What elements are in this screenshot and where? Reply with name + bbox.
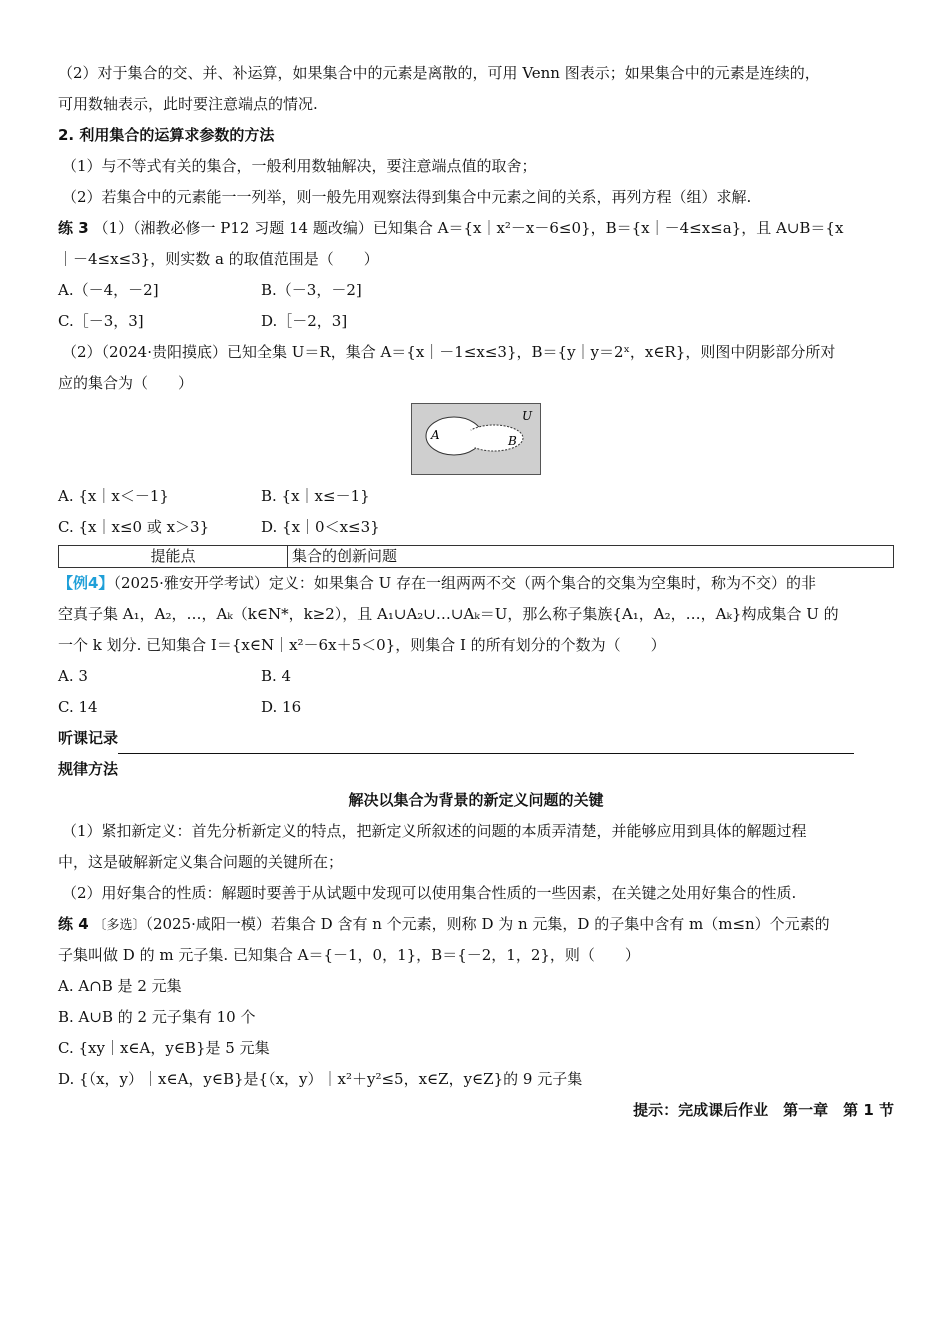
exercise-4-line-2: 子集叫做 D 的 m 元子集. 已知集合 A＝{－1，0，1}，B＝{－2，1，2}，则（ ） — [58, 946, 640, 964]
option-d: D. {x｜0＜x≤3} — [261, 518, 380, 536]
law-point-2: （2）用好集合的性质：解题时要善于从试题中发现可以使用集合性质的一些因素，在关键之处用好集合的性质. — [62, 884, 797, 902]
exercise-4-line-1 — [58, 909, 894, 940]
example-4-line-2: 空真子集 A₁，A₂，…，Aₖ（k∈N*，k≥2），且 A₁∪A₂∪…∪Aₖ＝U，那么称子集族{A₁，A₂，…，Aₖ}构成集合 U 的 — [58, 605, 839, 623]
law-heading: 解决以集合为背景的新定义问题的关键 — [348, 791, 604, 809]
option-a: A. {x｜x＜－1} — [58, 487, 169, 505]
option-a: A.（－4，－2] — [58, 281, 159, 299]
option-a: A. A∩B 是 2 元集 — [58, 977, 182, 995]
exercise-3-q2-options-row-2 — [58, 512, 894, 543]
multi-choice-tag: 〔多选〕 — [93, 918, 146, 933]
example-4-options-row-2 — [58, 692, 894, 723]
exercise-3-q2-line-1: （2）（2024·贵阳摸底）已知全集 U＝R，集合 A＝{x｜－1≤x≤3}，B＝{y｜y＝2ˣ，x∈R}，则图中阴影部分所对 — [62, 343, 836, 361]
intro-line-1: （2）对于集合的交、并、补运算，如果集合中的元素是离散的，可用 Venn 图表示；如果集合中的元素是连续的， — [58, 64, 820, 82]
option-b: B. 4 — [261, 667, 292, 685]
option-d: D.［－2，3] — [261, 312, 348, 330]
label-u: U — [522, 409, 533, 423]
notes-line — [58, 723, 894, 754]
exercise-3-q2-line-2: 应的集合为（ ） — [58, 374, 194, 392]
notes-label: 听课记录 — [58, 729, 119, 747]
exercise-3-q1-options-row-1 — [58, 275, 894, 306]
option-b: B. {x｜x≤－1} — [261, 487, 370, 505]
exercise-3-q1-text: （1）（湘教必修一 P12 习题 14 题改编）已知集合 A＝{x｜x²－x－6≤0}，B＝{x｜－4≤x≤a}，且 A∪B＝{x — [93, 219, 844, 237]
section-header-table — [58, 545, 894, 568]
example-tag: 【例4】 — [58, 574, 114, 592]
document-page — [58, 58, 894, 1126]
example-4-line-3: 一个 k 划分. 已知集合 I＝{x∈N｜x²－6x＋5＜0}，则集合 I 的所有划分的个数为（ ） — [58, 636, 666, 654]
option-c: C. 14 — [58, 698, 98, 716]
method-title: 2. 利用集合的运算求参数的方法 — [58, 126, 275, 144]
section-header-right: 集合的创新问题 — [292, 547, 398, 565]
example-4-text: （2025·雅安开学考试）定义：如果集合 U 存在一组两两不交（两个集合的交集为空集时，称为不交）的非 — [113, 574, 817, 592]
venn-diagram — [411, 403, 541, 475]
law-title: 规律方法 — [58, 760, 119, 778]
exercise-3-q1-options-row-2 — [58, 306, 894, 337]
exercise-3-q2-options-row-1 — [58, 481, 894, 512]
option-d: D. {（x，y）｜x∈A，y∈B}是{（x，y）｜x²＋y²≤5，x∈Z，y∈Z}的 9 元子集 — [58, 1070, 583, 1088]
option-c: C. {xy｜x∈A，y∈B}是 5 元集 — [58, 1039, 270, 1057]
label-b: B — [508, 434, 517, 448]
notes-underline — [118, 735, 854, 754]
section-header-left: 提能点 — [59, 546, 288, 567]
exercise-3-line-1 — [58, 213, 894, 244]
option-d: D. 16 — [261, 698, 302, 716]
exercise-4-text: （2025·咸阳一模）若集合 D 含有 n 个元素，则称 D 为 n 元集，D 的子集中含有 m（m≤n）个元素的 — [145, 915, 830, 933]
method-point-2: （2）若集合中的元素能一一列举，则一般先用观察法得到集合中元素之间的关系，再列方程（组）求解. — [62, 188, 752, 206]
option-b: B.（－3，－2] — [261, 281, 362, 299]
exercise-label: 练 4 — [58, 915, 89, 933]
example-4-line-1 — [58, 568, 894, 599]
option-b: B. A∪B 的 2 元子集有 10 个 — [58, 1008, 256, 1026]
footer-hint: 提示：完成课后作业 第一章 第 1 节 — [633, 1101, 894, 1119]
method-point-1: （1）与不等式有关的集合，一般利用数轴解决，要注意端点值的取舍； — [62, 157, 537, 175]
option-c: C. {x｜x≤0 或 x＞3} — [58, 518, 210, 536]
intro-line-2: 可用数轴表示，此时要注意端点的情况. — [58, 95, 318, 113]
law-point-1-line-2: 中，这是破解新定义集合问题的关键所在； — [58, 853, 344, 871]
law-point-1-line-1: （1）紧扣新定义：首先分析新定义的特点，把新定义所叙述的问题的本质弄清楚，并能够应用到具体的解题过程 — [62, 822, 807, 840]
example-4-options-row-1 — [58, 661, 894, 692]
option-a: A. 3 — [58, 667, 88, 685]
exercise-3-q1-line-2: ｜－4≤x≤3}，则实数 a 的取值范围是（ ） — [58, 250, 379, 268]
venn-diagram-container — [58, 403, 894, 475]
exercise-label: 练 3 — [58, 219, 89, 237]
venn-svg — [412, 404, 540, 474]
option-c: C.［－3，3] — [58, 312, 144, 330]
label-a: A — [431, 428, 440, 442]
